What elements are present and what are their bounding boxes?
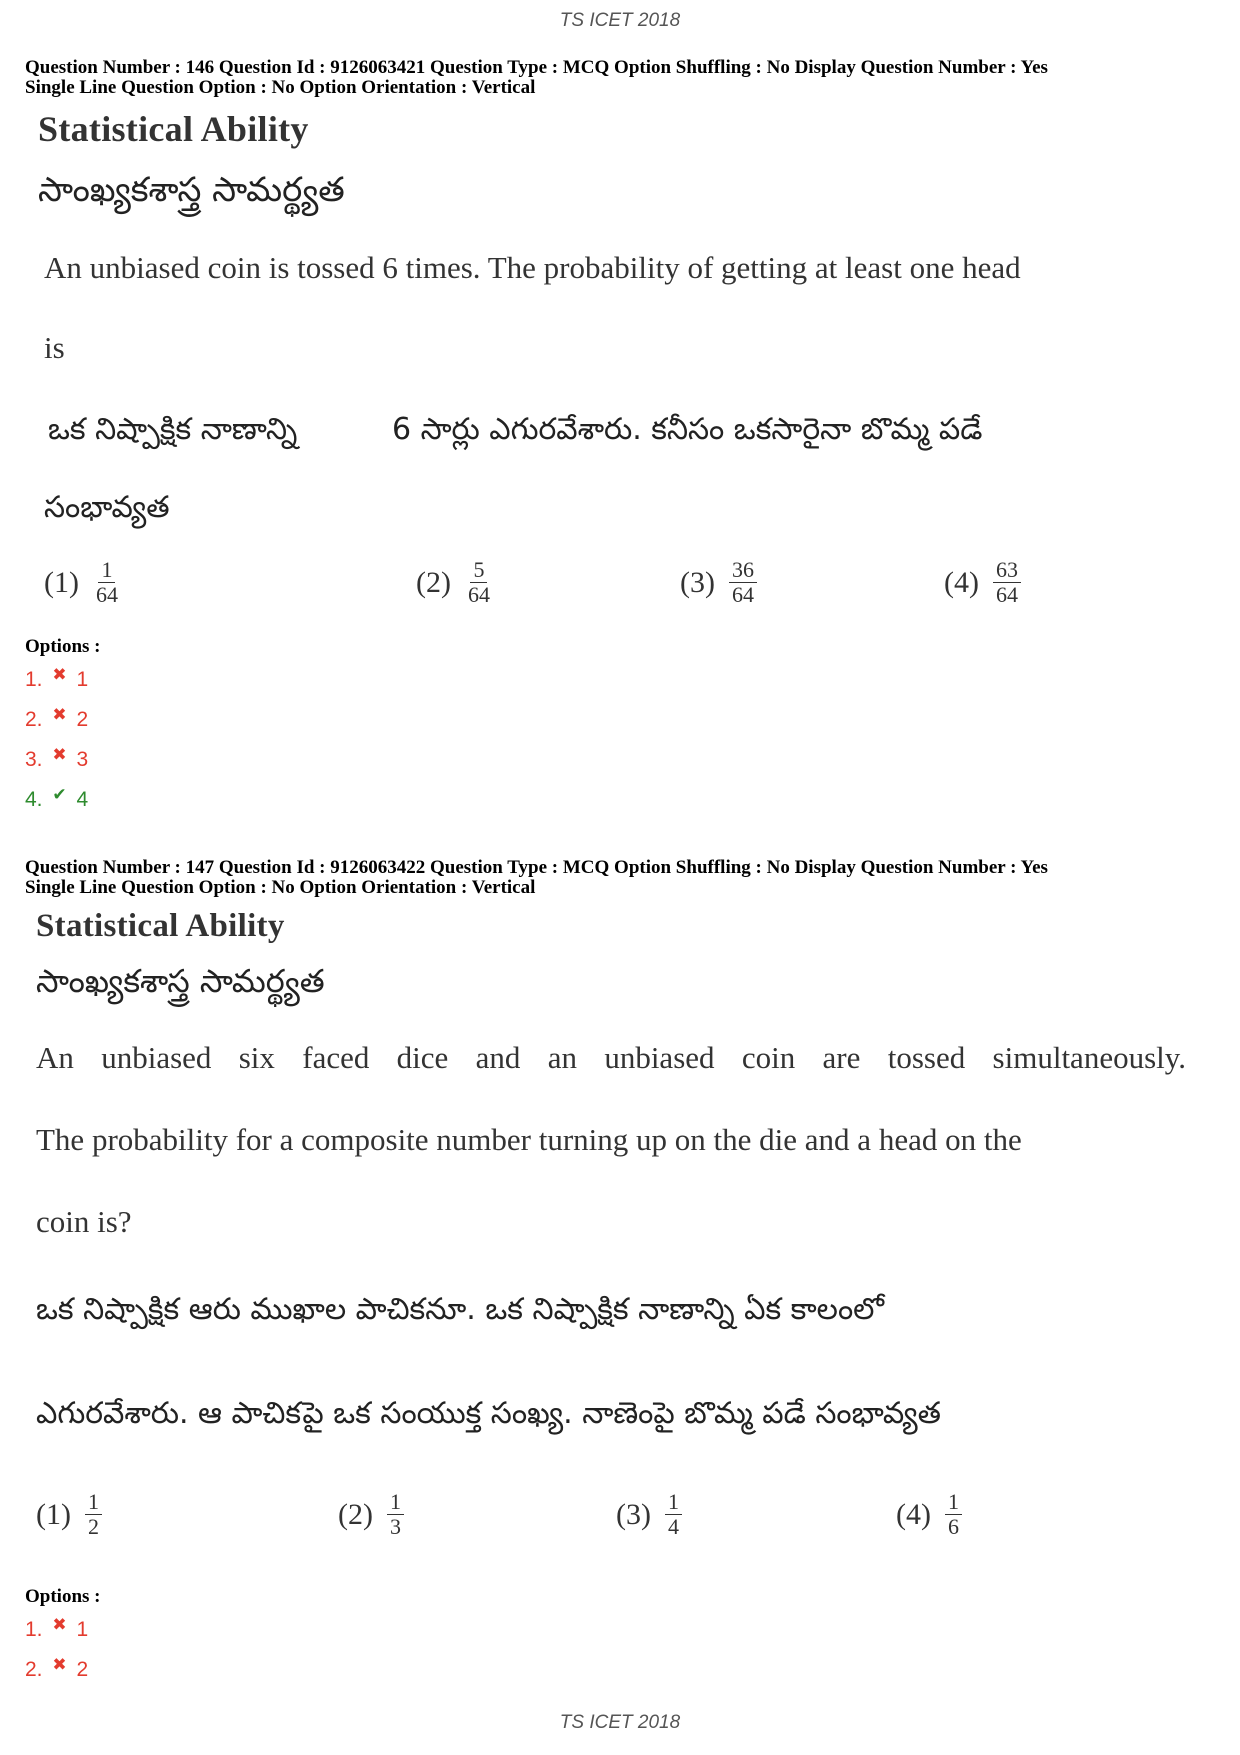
question-text-te-line-2: సంభావ్యత — [44, 490, 170, 525]
option-1 — [25, 1615, 89, 1642]
question-146-image — [38, 108, 1223, 150]
question-147 — [25, 858, 1220, 898]
fraction — [729, 558, 757, 607]
option-index: 2. — [25, 1658, 43, 1681]
choice-1 — [44, 558, 121, 607]
option-value: 2 — [76, 1658, 89, 1681]
page-header: TS ICET 2018 — [559, 10, 681, 31]
denominator: 64 — [467, 582, 490, 607]
fraction — [85, 1490, 102, 1539]
numerator: 63 — [993, 558, 1021, 583]
choice-1 — [36, 1490, 102, 1539]
choice-4 — [944, 558, 1021, 607]
numerator: 1 — [85, 1490, 102, 1515]
denominator: 6 — [947, 1514, 959, 1539]
question-meta-line-1: Question Number : 146 Question Id : 9126063421 Question Type : MCQ Option Shuffling : No Display Question Number : Yes — [25, 57, 1048, 78]
section-title-en: Statistical Ability — [38, 109, 309, 149]
choice-label: (1) — [36, 1497, 71, 1531]
option-2 — [25, 705, 89, 732]
choice-label: (3) — [680, 565, 715, 599]
numerator: 36 — [729, 558, 757, 583]
option-index: 3. — [25, 748, 43, 771]
numerator: 1 — [98, 558, 115, 583]
question-text-en-line-2: The probability for a composite number turning up on the die and a head on the — [36, 1122, 1022, 1157]
options-title: Options : — [25, 636, 101, 657]
numerator: 1 — [665, 1490, 682, 1515]
fraction — [387, 1490, 404, 1539]
fraction — [665, 1490, 682, 1539]
option-3 — [25, 745, 89, 772]
denominator: 2 — [87, 1514, 99, 1539]
question-meta-line-2: Single Line Question Option : No Option Orientation : Vertical — [25, 77, 536, 98]
question-text-en-line-3: coin is? — [36, 1204, 132, 1239]
choice-4 — [896, 1490, 962, 1539]
option-index: 1. — [25, 1618, 43, 1641]
choice-label: (1) — [44, 565, 79, 599]
check-icon: ✔ — [52, 785, 67, 804]
denominator: 3 — [389, 1514, 401, 1539]
cross-icon: ✖ — [52, 705, 67, 724]
question-meta-line-1: Question Number : 147 Question Id : 9126063422 Question Type : MCQ Option Shuffling : No Display Question Number : Yes — [25, 857, 1048, 878]
choice-2 — [338, 1490, 404, 1539]
section-title-en: Statistical Ability — [36, 908, 285, 944]
choice-label: (3) — [616, 1497, 651, 1531]
fraction — [93, 558, 121, 607]
denominator: 64 — [95, 582, 118, 607]
cross-icon: ✖ — [52, 1655, 67, 1674]
choice-label: (2) — [416, 565, 451, 599]
fraction — [993, 558, 1021, 607]
cross-icon: ✖ — [52, 745, 67, 764]
choice-3 — [680, 558, 757, 607]
option-1 — [25, 665, 89, 692]
fraction — [465, 558, 493, 607]
question-text-en-line-1: An unbiased six faced dice and an unbiased coin are tossed simultaneously. — [36, 1040, 1186, 1075]
cross-icon: ✖ — [52, 1615, 67, 1634]
question-text-te-line-1: ఒక నిష్పాక్షిక ఆరు ముఖాల పాచికనూ. ఒక నిష్పాక్షిక నాణాన్ని ఏక కాలంలో — [36, 1292, 885, 1327]
choice-2 — [416, 558, 493, 607]
question-text-en-line-2: is — [44, 330, 65, 365]
question-text-te-line-2: ఎగురవేశారు. ఆ పాచికపై ఒక సంయుక్త సంఖ్య. నాణెంపై బొమ్మ పడే సంభావ్యత — [36, 1396, 941, 1431]
option-value: 4 — [76, 788, 89, 811]
section-title-te: సాంఖ్యకశాస్త్ర సామర్థ్యత — [36, 962, 325, 1000]
choice-label: (4) — [896, 1497, 931, 1531]
choice-3 — [616, 1490, 682, 1539]
options-title: Options : — [25, 1586, 101, 1607]
fraction — [945, 1490, 962, 1539]
numerator: 5 — [470, 558, 487, 583]
question-text-te-line-1b: 6 సార్లు ఎగురవేశారు. కనీసం ఒకసారైనా బొమ్మ పడే — [392, 412, 983, 447]
option-index: 4. — [25, 788, 43, 811]
cross-icon: ✖ — [52, 665, 67, 684]
section-title-te: సాంఖ్యకశాస్త్ర సామర్థ్యత — [38, 170, 345, 210]
option-2 — [25, 1655, 89, 1682]
numerator: 1 — [387, 1490, 404, 1515]
page-footer: TS ICET 2018 — [559, 1712, 681, 1733]
choice-label: (2) — [338, 1497, 373, 1531]
option-value: 3 — [76, 748, 89, 771]
option-value: 2 — [76, 708, 89, 731]
option-value: 1 — [76, 668, 89, 691]
denominator: 4 — [667, 1514, 679, 1539]
option-index: 1. — [25, 668, 43, 691]
option-4 — [25, 785, 89, 812]
choice-label: (4) — [944, 565, 979, 599]
question-146 — [25, 58, 1220, 98]
question-text-en-line-1: An unbiased coin is tossed 6 times. The probability of getting at least one head — [44, 250, 1021, 285]
denominator: 64 — [995, 582, 1018, 607]
question-meta-line-2: Single Line Question Option : No Option Orientation : Vertical — [25, 877, 536, 898]
option-index: 2. — [25, 708, 43, 731]
question-text-te-line-1a: ఒక నిష్పాక్షిక నాణాన్ని — [48, 412, 298, 447]
option-value: 1 — [76, 1618, 89, 1641]
numerator: 1 — [945, 1490, 962, 1515]
denominator: 64 — [731, 582, 754, 607]
